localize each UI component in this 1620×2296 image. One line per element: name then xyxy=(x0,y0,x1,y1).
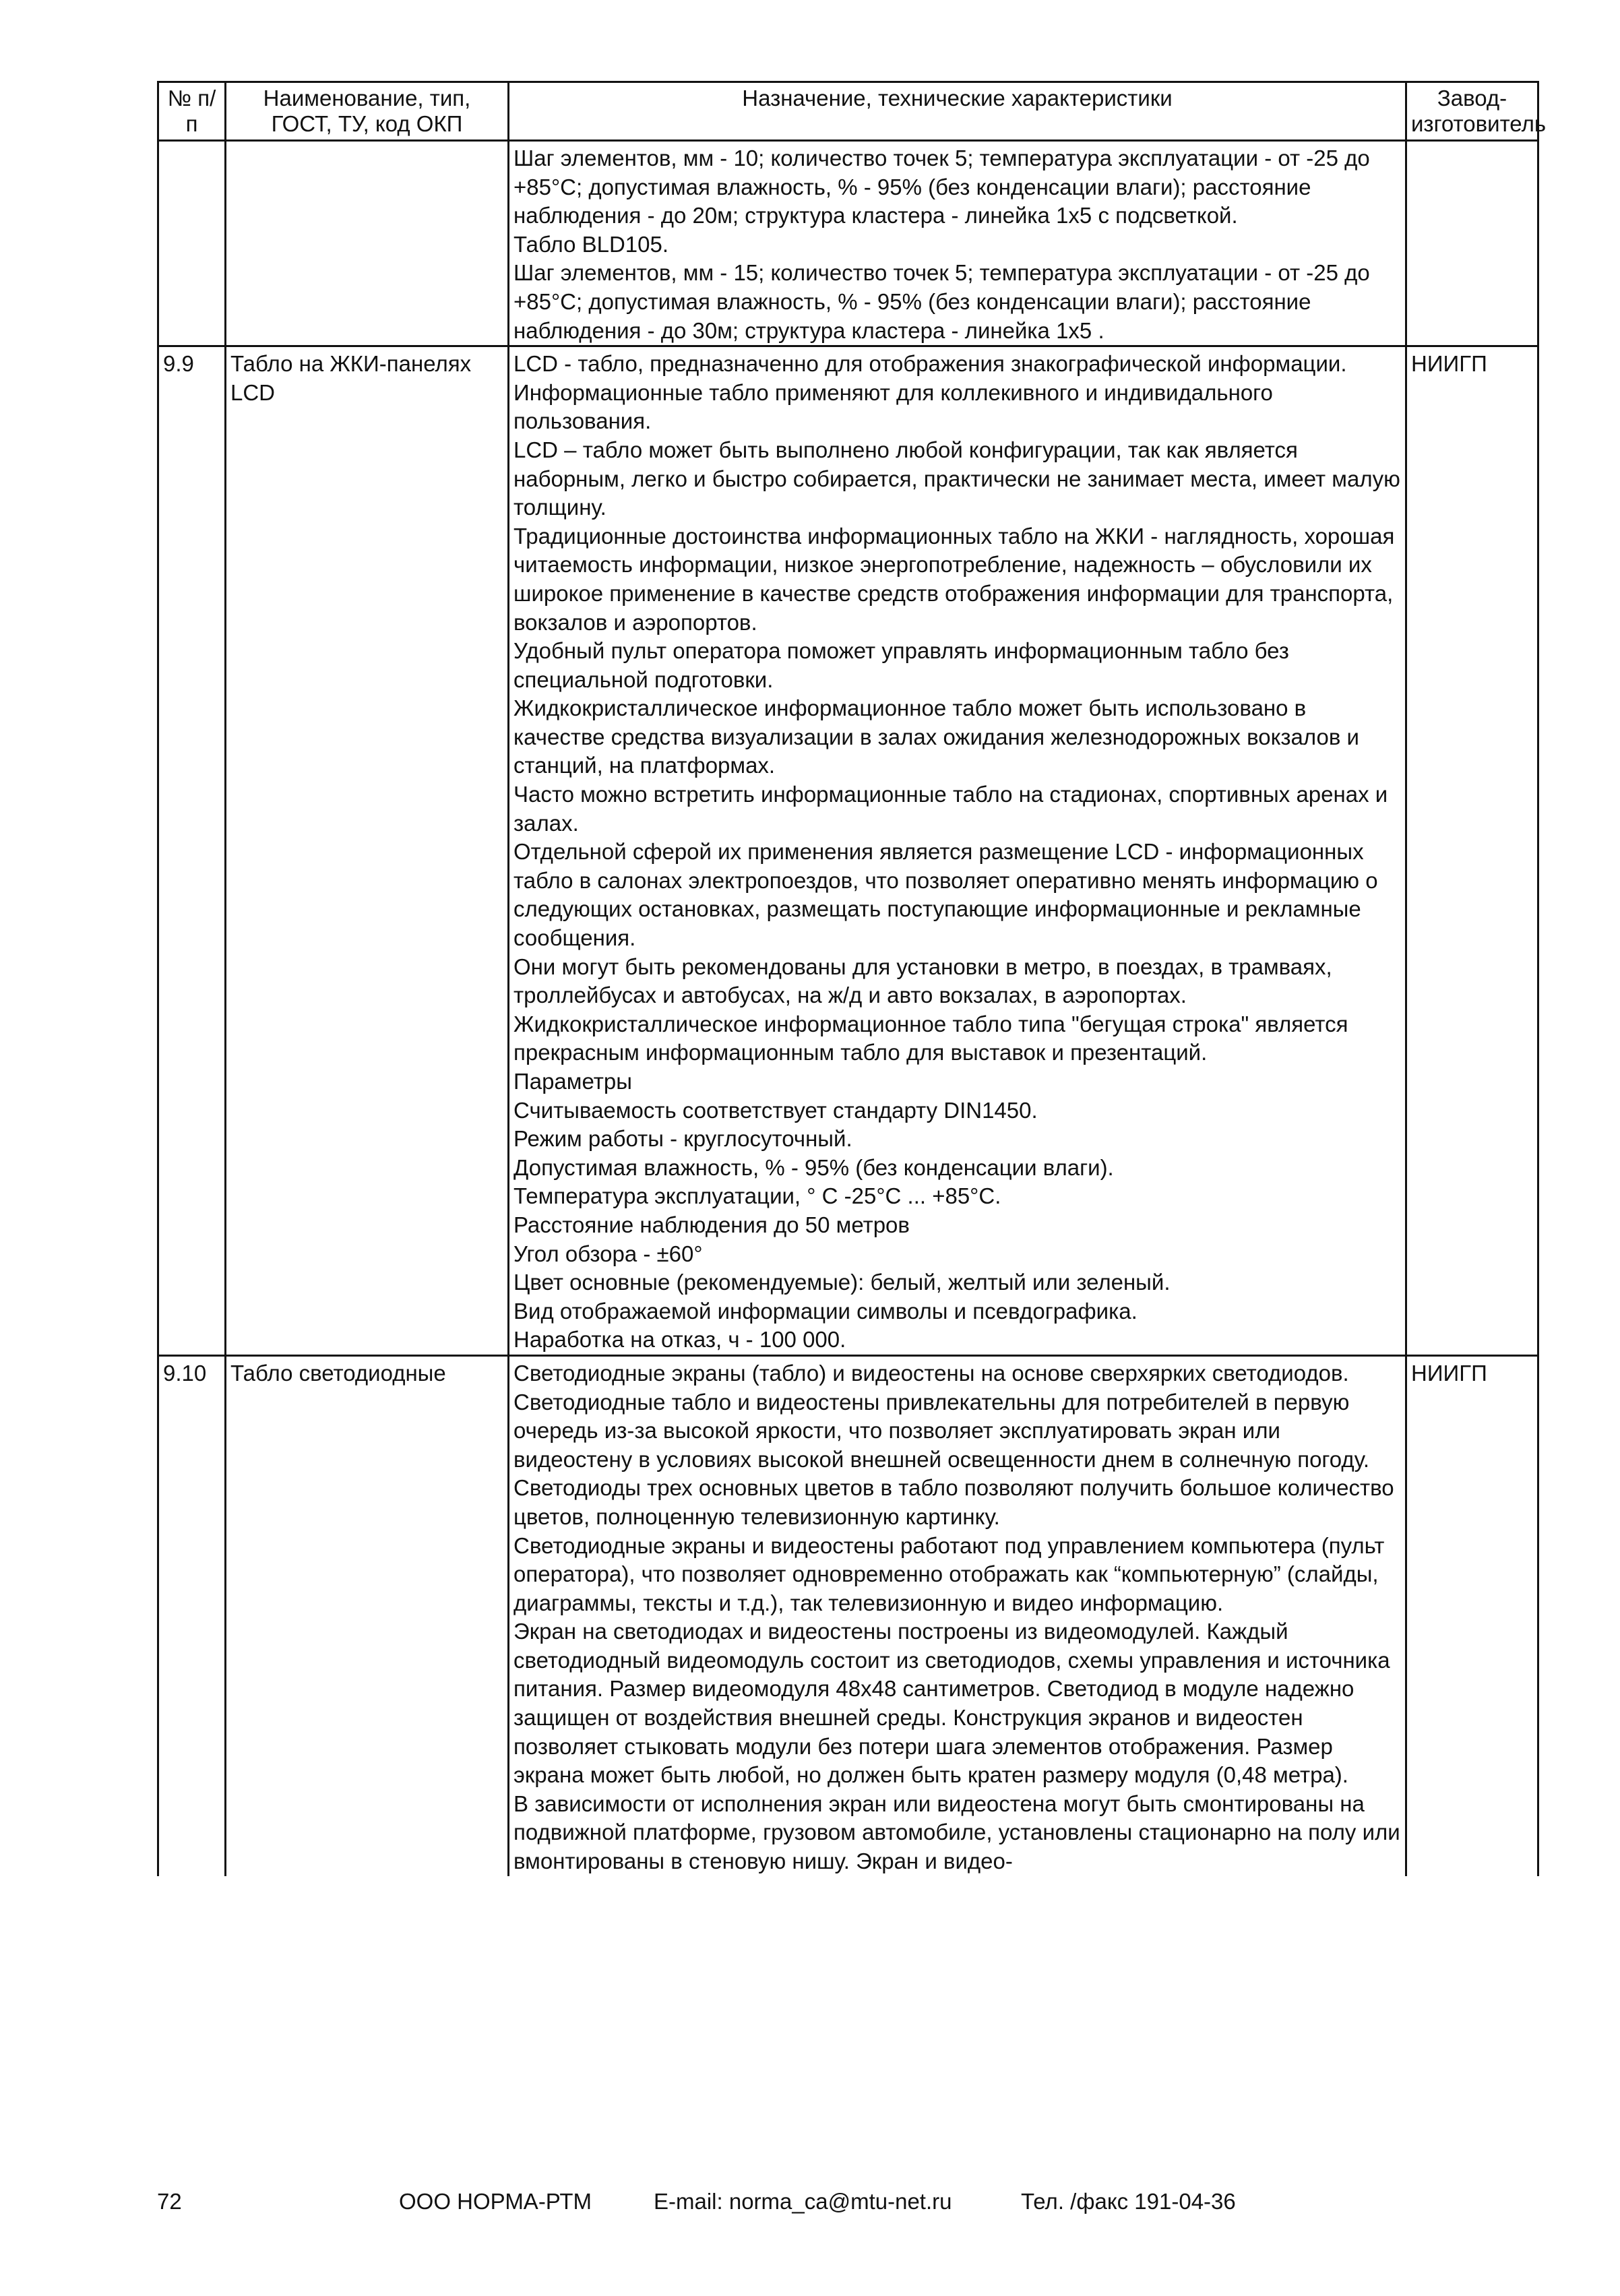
row-manufacturer xyxy=(1406,141,1538,346)
description-paragraph: Информационные табло применяют для коллекивного и индивидального пользования. xyxy=(513,379,1273,434)
description-paragraph: Традиционные достоинства информационных табло на ЖКИ - наглядность, хорошая читаемость информации, низкое энергопотребление, надежность – обусловили их широкое применение в качестве средств отображения информации для транспорта, вокзалов и аэропортов. xyxy=(513,523,1395,635)
row-number: 9.10 xyxy=(158,1355,226,1875)
description-paragraph: Отдельной сферой их применения является размещение LCD - информационных табло в салонах электропоездов, что позволяет оперативно менять информацию о следующих остановках, размещать поступающие информационные и рекламные сообщения. xyxy=(513,839,1378,951)
description-paragraph: Светодиодные табло и видеостены привлекательны для потребителей в первую очередь из-за высокой яркости, что позволяет эксплуатировать экран или видеостену в условиях высокой внешней освещенности днем в солнечную погоду. Светодиоды трех основных цветов в табло позволяют получить большое количество цветов, полноценную телевизионную картинку. xyxy=(513,1389,1394,1529)
description-paragraph: Удобный пульт оператора поможет управлять информационным табло без специальной подготовки. xyxy=(513,638,1289,692)
table-row-9-9 xyxy=(158,346,1538,1356)
page-number: 72 xyxy=(157,2189,182,2214)
parameter-line: Температура эксплуатации, ° С -25°С ... +85°С. xyxy=(513,1183,1001,1209)
row-description xyxy=(509,1355,1406,1875)
phone-number: Тел. /факс 191-04-36 xyxy=(1021,2189,1236,2214)
parameter-line: Считываемость соответствует стандарту DIN1450. xyxy=(513,1097,1038,1123)
table-row-9-10 xyxy=(158,1355,1538,1875)
header-purpose: Назначение, технические характеристики xyxy=(509,82,1406,141)
row-number: 9.9 xyxy=(158,346,226,1356)
description-paragraph: Часто можно встретить информационные табло на стадионах, спортивных аренах и залах. xyxy=(513,782,1388,836)
row-manufacturer: НИИГП xyxy=(1406,1355,1538,1875)
description-paragraph: LCD – табло может быть выполнено любой конфигурации, так как является наборным, легко и быстро собирается, практически не занимает места, имеет малую толщину. xyxy=(513,437,1400,520)
row-description xyxy=(509,141,1406,346)
row-number xyxy=(158,141,226,346)
parameters-heading: Параметры xyxy=(513,1069,632,1094)
parameter-line: Расстояние наблюдения до 50 метров xyxy=(513,1212,910,1237)
description-paragraph: Шаг элементов, мм - 10; количество точек 5; температура эксплуатации - от -25 до +85°С; допустимая влажность, % - 95% (без конденсации влаги); расстояние наблюдения - до 20м; структура кластера - линейка 1х5 с подсветкой. xyxy=(513,146,1370,228)
parameter-line: Вид отображаемой информации символы и псевдографика. xyxy=(513,1298,1138,1324)
row-name: Табло на ЖКИ-панелях LCD xyxy=(226,346,509,1356)
description-paragraph: Табло BLD105. xyxy=(513,231,669,257)
description-paragraph: Экран на светодиодах и видеостены построены из видеомодулей. Каждый светодиодный видеомодуль состоит из светодиодов, схемы управления и источника питания. Размер видеомодуля 48х48 сантиметров. Светодиод в модуле надежно защищен от воздействия внешней среды. Конструкция экранов и видеостен позволяет стыковать модули без потери шага элементов отображения. Размер экрана может быть любой, но должен быть кратен размеру модуля (0,48 метра). xyxy=(513,1619,1390,1788)
spec-table xyxy=(157,81,1547,1876)
table-row-continuation xyxy=(158,141,1538,346)
parameter-line: Наработка на отказ, ч - 100 000. xyxy=(513,1327,846,1353)
description-paragraph: Жидкокристаллическое информационное табло может быть использовано в качестве средства визуализации в залах ожидания железнодорожных вокзалов и станций, на платформах. xyxy=(513,695,1359,778)
description-paragraph: Они могут быть рекомендованы для установки в метро, в поездах, в трамваях, троллейбусах и автобусах, на ж/д и авто вокзалах, в аэропортах. Жидкокристаллическое информационное табло типа "бегущая строка" является прекрасным информационным табло для выставок и презентаций. xyxy=(513,954,1348,1065)
row-name xyxy=(226,141,509,346)
parameter-line: Режим работы - круглосуточный. xyxy=(513,1126,852,1152)
description-paragraph: В зависимости от исполнения экран или видеостена могут быть смонтированы на подвижной платформе, грузовом автомобиле, установлены стационарно на полу или вмонтированы в стеновую нишу. Экран и видео- xyxy=(513,1791,1400,1874)
page-footer xyxy=(0,2189,1620,2223)
parameter-line: Угол обзора - ±60° xyxy=(513,1241,703,1266)
description-paragraph: Шаг элементов, мм - 15; количество точек 5; температура эксплуатации - от -25 до +85°С; допустимая влажность, % - 95% (без конденсации влаги); расстояние наблюдения - до 30м; структура кластера - линейка 1х5 . xyxy=(513,260,1370,343)
parameter-line: Цвет основные (рекомендуемые): белый, желтый или зеленый. xyxy=(513,1270,1171,1295)
row-name: Табло светодиодные xyxy=(226,1355,509,1875)
table-header-row xyxy=(158,82,1538,141)
email-address: E-mail: norma_ca@mtu-net.ru xyxy=(654,2189,952,2214)
company-name: ООО НОРМА-РТМ xyxy=(399,2189,592,2214)
parameter-line: Допустимая влажность, % - 95% (без конденсации влаги). xyxy=(513,1154,1114,1180)
description-paragraph: LCD - табло, предназначенно для отображения знакографической информации. xyxy=(513,351,1347,377)
description-paragraph: Светодиодные экраны и видеостены работают под управлением компьютера (пульт оператора), что позволяет одновременно отображать как “компьютерную” (слайды, диаграммы, тексты и т.д.), так телевизионную и видео информацию. xyxy=(513,1532,1385,1615)
description-paragraph: Светодиодные экраны (табло) и видеостены на основе сверхярких светодиодов. xyxy=(513,1360,1349,1386)
header-name: Наименование, тип, ГОСТ, ТУ, код ОКП xyxy=(226,82,509,141)
row-description xyxy=(509,346,1406,1356)
row-manufacturer: НИИГП xyxy=(1406,346,1538,1356)
header-number: № п/п xyxy=(158,82,226,141)
header-manufacturer: Завод-изготовитель xyxy=(1406,82,1538,141)
